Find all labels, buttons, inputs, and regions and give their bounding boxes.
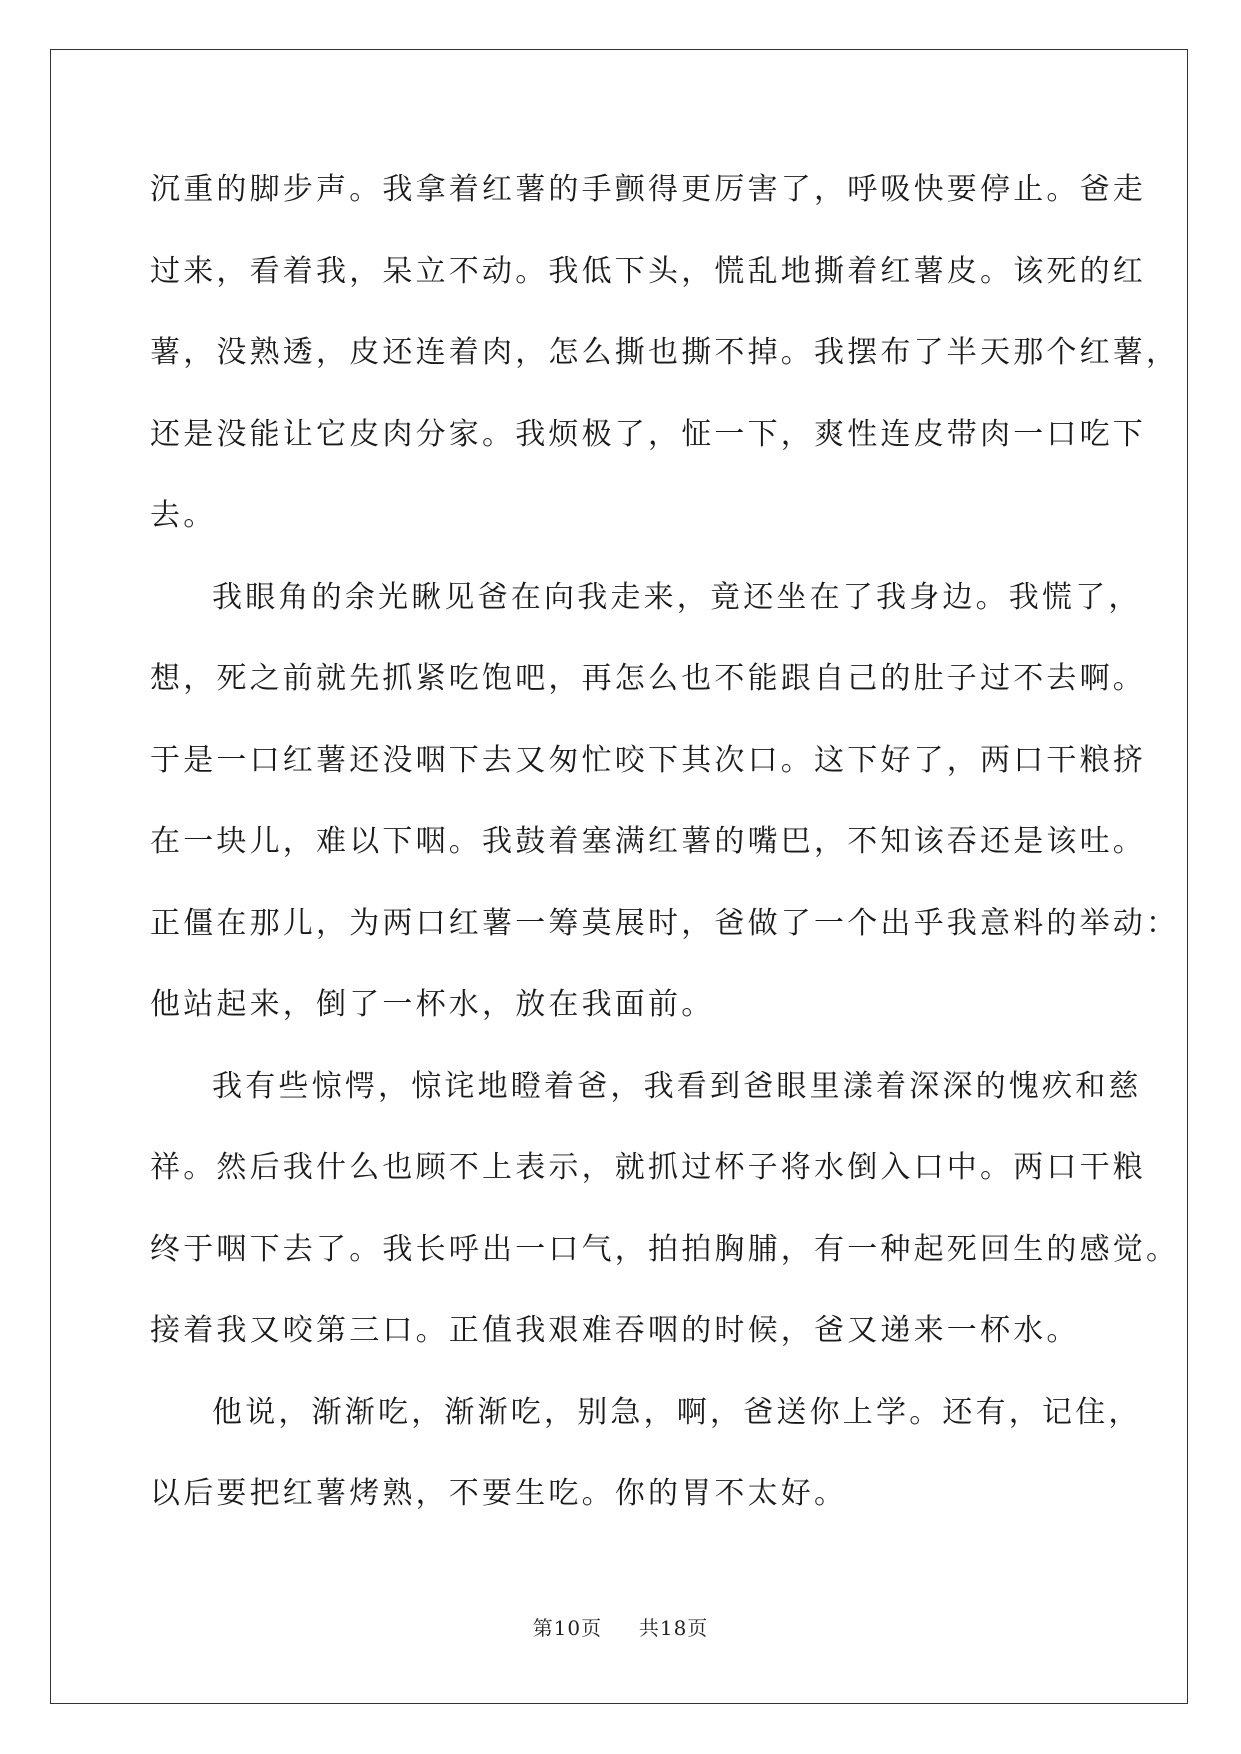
- text-line: 还是没能让它皮肉分家。我烦极了，怔一下，爽性连皮带肉一口吃下: [150, 416, 1146, 452]
- text-line: 祥。然后我什么也顾不上表示，就抓过杯子将水倒入口中。两口干粮: [150, 1150, 1146, 1185]
- text-line: 终于咽下去了。我长呼出一口气，拍拍胸脯，有一种起死回生的感觉。: [150, 1231, 1180, 1267]
- text-line: 于是一口红薯还没咽下去又匆忙咬下其次口。这下好了，两口干粮挤: [150, 742, 1146, 778]
- page-number-current: 第10页: [532, 1616, 603, 1640]
- text-line: 他站起来，倒了一杯水，放在我面前。: [150, 987, 715, 1022]
- text-line: 想，死之前就先抓紧吃饱吧，再怎么也不能跟自己的肚子过不去啊。: [150, 661, 1146, 696]
- page-number-total: 共18页: [638, 1616, 709, 1640]
- text-line: 以后要把红薯烤熟，不要生吃。你的胃不太好。: [150, 1476, 848, 1511]
- page-footer: [0, 1612, 1241, 1641]
- text-line: 薯，没熟透，皮还连着肉，怎么撕也撕不掉。我摆布了半天那个红薯，: [150, 335, 1180, 370]
- paragraph-start-line: 我有些惊愕，惊诧地瞪着爸，我看到爸眼里漾着深深的愧疚和慈: [212, 1068, 1142, 1104]
- text-line: 在一块儿，难以下咽。我鼓着塞满红薯的嘴巴，不知该吞还是该吐。: [150, 824, 1146, 859]
- text-line: 接着我又咬第三口。正值我艰难吞咽的时候，爸又递来一杯水。: [150, 1313, 1080, 1348]
- text-line: 正僵在那儿，为两口红薯一筹莫展时，爸做了一个出乎我意料的举动：: [150, 905, 1180, 941]
- document-body: [150, 160, 1180, 1546]
- text-line: 去。: [150, 498, 217, 533]
- text-line: 过来，看着我，呆立不动。我低下头，慌乱地撕着红薯皮。该死的红: [150, 253, 1146, 289]
- paragraph-start-line: 我眼角的余光瞅见爸在向我走来，竟还坐在了我身边。我慌了，: [212, 579, 1142, 615]
- paragraph-start-line: 他说，渐渐吃，渐渐吃，别急，啊，爸送你上学。还有，记住，: [212, 1394, 1142, 1430]
- text-line: 沉重的脚步声。我拿着红薯的手颤得更厉害了，呼吸快要停止。爸走: [150, 172, 1146, 207]
